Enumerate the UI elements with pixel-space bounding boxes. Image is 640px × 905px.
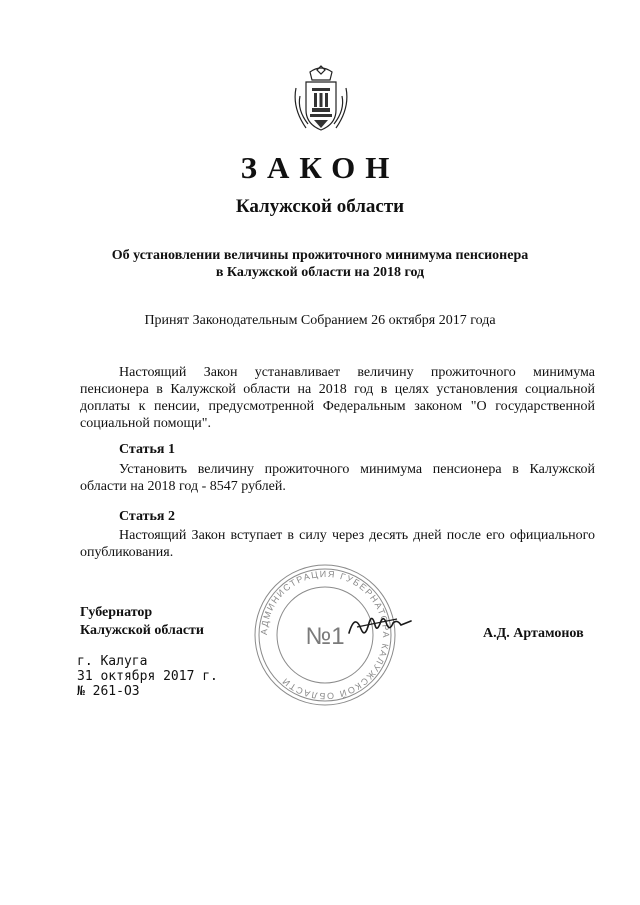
law-subject-line-1: Об установлении величины прожиточного минимума пенсионера: [111, 248, 529, 263]
coat-of-arms-icon: [290, 62, 352, 138]
signatory-position-line-1: Губернатор: [80, 605, 153, 620]
article-2-text: Настоящий Закон вступает в силу через десять дней после его официального опубликования.: [80, 528, 595, 560]
signatory-position-line-2: Калужской области: [80, 623, 204, 638]
signatory-name: А.Д. Артамонов: [483, 626, 584, 641]
meta-city: г. Калуга: [77, 654, 148, 669]
document-meta: [77, 654, 218, 699]
article-1-title: Статья 1: [119, 442, 175, 457]
meta-number: № 261-ОЗ: [77, 684, 140, 699]
meta-date: 31 октября 2017 г.: [77, 669, 218, 684]
document-title: ЗАКОН: [240, 150, 400, 185]
law-subject: [110, 247, 530, 281]
stamp-number: №1: [305, 623, 345, 650]
signatory-position: [80, 604, 204, 640]
handwritten-signature-icon: [345, 605, 415, 645]
preamble-paragraph: Настоящий Закон устанавливает величину прожиточного минимума пенсионера в Калужской области на 2018 год в целях установления социальной доплаты к пенсии, предусмотренной Федеральным законом "О государственной социальной помощи".: [80, 365, 595, 431]
stamp-ring-text: АДМИНИСТРАЦИЯ ГУБЕРНАТОРА КАЛУЖСКОЙ ОБЛАСТИ: [258, 568, 392, 702]
adoption-note: Принят Законодательным Собранием 26 октября 2017 года: [144, 313, 496, 328]
article-1-text: Установить величину прожиточного минимума пенсионера в Калужской области на 2018 год - 8547 рублей.: [80, 462, 595, 494]
document-region: Калужской области: [235, 196, 405, 217]
law-subject-line-2: в Калужской области на 2018 год: [215, 265, 425, 280]
article-2-title: Статья 2: [119, 509, 175, 524]
